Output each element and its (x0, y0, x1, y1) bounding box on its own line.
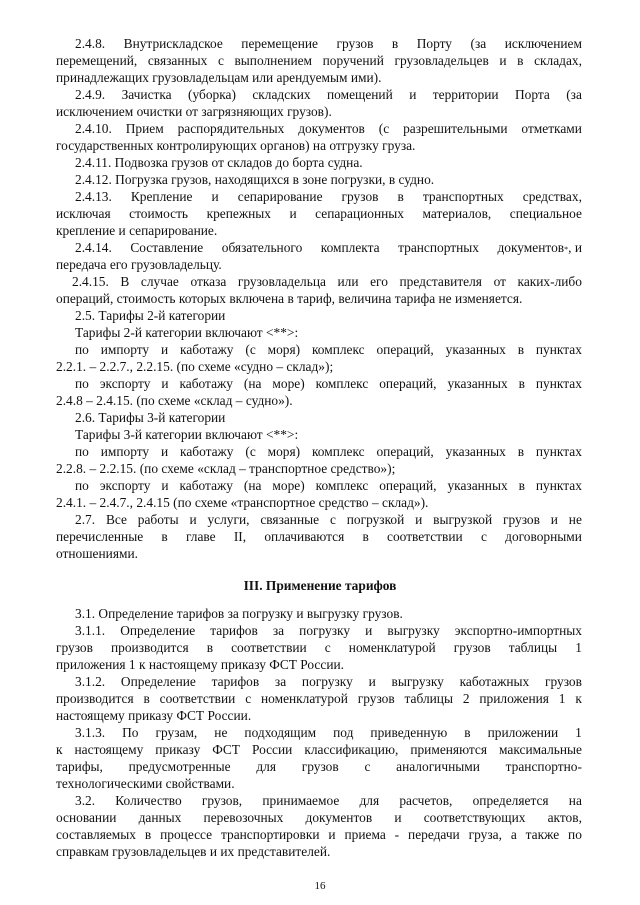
word: комплекс (311, 342, 365, 357)
text-line: 2.4.8 – 2.4.15. (по схеме «склад – судно»). (56, 393, 293, 408)
word: (за (566, 87, 582, 102)
word: погрузку (301, 674, 353, 689)
word: погрузку (299, 623, 351, 638)
text-line (75, 36, 582, 53)
word: и (368, 674, 376, 689)
word: настоящему (74, 742, 144, 757)
word: Определение (120, 623, 196, 638)
word: разрешительными (403, 121, 508, 136)
word: документов (305, 810, 373, 825)
word: транспортных (422, 189, 504, 204)
word: 2.4.13. (75, 189, 112, 204)
word: для (359, 793, 380, 808)
word: распорядительных (177, 121, 285, 136)
word: главе (185, 529, 216, 544)
word: таблицы (508, 640, 558, 655)
word: в (518, 478, 525, 493)
text-line (75, 725, 582, 742)
word: по (75, 376, 89, 391)
word: представителя (399, 274, 482, 289)
word: 2.4.10. (75, 121, 112, 136)
word: и (160, 342, 169, 357)
word: пунктах (535, 342, 582, 357)
word: аналогичными (396, 759, 480, 774)
text-line: приложения 1 к настоящему приказу ФСТ России. (56, 657, 344, 672)
word: операций, (376, 342, 434, 357)
text-line: 2.2.1. – 2.2.7., 2.2.15. (по схеме «судно – склад»); (56, 359, 334, 374)
word: (с (245, 342, 256, 357)
word: операций, (379, 478, 437, 493)
word: В (120, 274, 130, 289)
word: операций, (376, 444, 434, 459)
word: в (518, 376, 525, 391)
word: определяется (472, 793, 549, 808)
word: Прием (125, 121, 164, 136)
word: с (217, 53, 224, 68)
word: за (272, 623, 285, 638)
word: тарифов (211, 674, 260, 689)
text-line (75, 376, 582, 393)
word: приведенную (370, 725, 448, 740)
text-line (56, 759, 582, 776)
text-line: настоящему приказу ФСТ России. (56, 708, 252, 723)
word: не (214, 725, 228, 740)
word: пунктах (535, 376, 582, 391)
word: импорту (100, 342, 150, 357)
word: в (517, 53, 524, 68)
word: а (510, 827, 517, 842)
word: указанных (445, 444, 506, 459)
word: его (370, 274, 388, 289)
word: к (575, 691, 582, 706)
text-line: 3.1. Определение тарифов за погрузку и выгрузку грузов. (75, 606, 403, 621)
word: комплекс (315, 478, 369, 493)
word: перемещение (241, 36, 318, 51)
text-line (75, 512, 582, 529)
word: связанные (260, 512, 320, 527)
text-line: 2.4.11. Подвозка грузов от складов до борта судна. (75, 155, 363, 170)
word: в (517, 444, 525, 459)
text-line: 2.5. Тарифы 2-й категории (75, 308, 226, 323)
word: исключая (56, 206, 111, 221)
word: грузов (503, 512, 540, 527)
word: таблицы (404, 691, 453, 706)
word: связанных (147, 53, 208, 68)
text-line (75, 478, 582, 495)
word: перевозочных (203, 810, 284, 825)
word: 2.4.15. (72, 274, 109, 289)
word: (за (470, 36, 487, 51)
word: каботажу (179, 478, 233, 493)
word: грузов (453, 640, 491, 655)
word: Количество (115, 793, 182, 808)
word: и (409, 87, 417, 102)
word: работы (137, 512, 179, 527)
word: исключением (504, 36, 582, 51)
word: выгрузку (387, 623, 440, 638)
text-line: операций, стоимость которых включена в тариф, величина тарифа не изменяется. (56, 291, 523, 306)
word: грузовладельца (237, 274, 326, 289)
word: комплекс (311, 444, 365, 459)
word: (на (243, 376, 262, 391)
word: в (397, 189, 404, 204)
word: в (464, 725, 471, 740)
word: предусмотренные (128, 759, 231, 774)
word: грузов (301, 759, 339, 774)
word: Определение (120, 674, 196, 689)
word: складских (252, 87, 311, 102)
word: помещений (326, 87, 393, 102)
word: комплекта (320, 240, 380, 255)
word: моря) (267, 444, 301, 459)
word: тарифы, (56, 759, 103, 774)
word: (уборка) (188, 87, 236, 102)
word: в (161, 529, 168, 544)
word: по (75, 444, 89, 459)
word: (с (378, 121, 390, 136)
word: с (364, 759, 371, 774)
word: транспортных (398, 240, 479, 255)
text-line: технологическими свойствами. (56, 776, 235, 791)
word: 2.4.8. (75, 36, 106, 51)
word: 1 (558, 691, 566, 706)
word: приложении (487, 725, 559, 740)
word: и (550, 512, 558, 527)
word: сепарирование (237, 189, 323, 204)
word: Зачистка (121, 87, 172, 102)
word: сепарационных (315, 206, 404, 221)
word: под (333, 725, 354, 740)
word: транспортировки (220, 827, 320, 842)
text-line (75, 342, 582, 359)
section-heading: III. Применение тарифов (243, 578, 397, 593)
word: также (525, 827, 560, 842)
word: классификацию, (304, 742, 399, 757)
text-line: принадлежащих грузовладельцам или арендуемым ими). (56, 70, 382, 85)
text-line: крепление и сепарирование. (56, 223, 218, 238)
word: указанных (445, 342, 506, 357)
word: за (274, 674, 287, 689)
text-line (75, 623, 582, 640)
word: каботажу (180, 342, 234, 357)
word: Составление (130, 240, 204, 255)
page-number: 16 (314, 880, 326, 892)
word: каботажу (180, 444, 234, 459)
word: территории (432, 87, 499, 102)
word: и (328, 827, 336, 842)
word: Все (105, 512, 127, 527)
word: 2 (462, 691, 470, 706)
word: грузов (336, 36, 374, 51)
word: грузов (357, 691, 395, 706)
word: экспортно-импортных (454, 623, 582, 638)
word: номенклатурой (348, 640, 436, 655)
word: данных (138, 810, 182, 825)
word: Крепление (130, 189, 193, 204)
word: не (568, 512, 582, 527)
word: передачи (408, 827, 460, 842)
word: услуги, (207, 512, 250, 527)
word: соответствующих (423, 810, 526, 825)
word: производится (56, 691, 134, 706)
word: 3.1.2. (75, 674, 106, 689)
word: пунктах (535, 478, 582, 493)
word: поручений (322, 53, 384, 68)
word: выполнением (234, 53, 313, 68)
word: обязательного (221, 240, 303, 255)
word: с (329, 512, 336, 527)
word: приказу (155, 742, 201, 757)
word: указанных (447, 478, 508, 493)
word: указанных (447, 376, 508, 391)
word: документов (298, 121, 365, 136)
text-line (75, 189, 582, 206)
text-line: исключением очистки от загрязняющих грузов). (56, 104, 332, 119)
word: материалов, (422, 206, 492, 221)
word: Внутрискладское (123, 36, 223, 51)
word: грузам, (155, 725, 198, 740)
word: 3.2. (75, 793, 96, 808)
word: пунктах (535, 444, 582, 459)
word: 2.4.14. (75, 240, 112, 255)
word: грузов (341, 189, 379, 204)
text-line (56, 206, 582, 223)
word: по (75, 478, 89, 493)
word: грузов (56, 640, 93, 655)
word: средствах, (522, 189, 582, 204)
word: в (143, 691, 150, 706)
word: и (415, 512, 423, 527)
word: стоимость (129, 206, 189, 221)
word: соответствии (387, 529, 463, 544)
word: перечисленные (56, 529, 144, 544)
word: в (391, 36, 399, 51)
word: II, (233, 529, 247, 544)
text-line (72, 274, 582, 291)
word: 1 (575, 725, 582, 740)
word: (на (243, 478, 262, 493)
text-line: отношениями. (56, 546, 138, 561)
word: в (206, 640, 214, 655)
word: погрузкой (346, 512, 405, 527)
word: в (144, 827, 152, 842)
word: отметками (521, 121, 582, 136)
word: море) (272, 478, 305, 493)
text-line: 2.4.12. Погрузка грузов, находящихся в зоне погрузки, в судно. (75, 172, 435, 187)
text-line: Тарифы 2-й категории включают <**>: (75, 325, 299, 340)
word: и (394, 810, 402, 825)
word: складах, (534, 53, 582, 68)
word: по (568, 827, 582, 842)
text-line: 2.4.14. Составление обязательного комплекта транспортных документов * , и (75, 240, 582, 255)
word: 2.7. (75, 512, 96, 527)
word: грузовладельцев (394, 53, 489, 68)
word: применяются (410, 742, 488, 757)
word: или (337, 274, 359, 289)
word: и (161, 478, 169, 493)
word: с (324, 640, 331, 655)
word: с (245, 691, 252, 706)
word: на (568, 793, 582, 808)
text-line-tail: , и (568, 240, 582, 255)
word: 3.1.3. (75, 725, 106, 740)
word: оплачиваются (264, 529, 345, 544)
word: груза, (468, 827, 502, 842)
word: операций, (379, 376, 437, 391)
text-line (56, 810, 582, 827)
word: России (251, 742, 293, 757)
text-line (75, 444, 582, 461)
word: приема (344, 827, 386, 842)
text-line (75, 674, 582, 691)
word: и (189, 512, 197, 527)
word: Порту (416, 36, 453, 51)
text-line: 2.6. Тарифы 3-й категории (75, 410, 226, 425)
word: и (499, 53, 507, 68)
word: - (394, 827, 400, 842)
text-line (56, 742, 582, 759)
word: 3.1.1. (75, 623, 106, 638)
word: максимальные (499, 742, 582, 757)
word: принимаемое (262, 793, 340, 808)
word: основании (56, 810, 117, 825)
text-line: справкам грузовладельцев и их представителей. (56, 844, 331, 859)
word: номенклатурой (260, 691, 348, 706)
word: и (211, 189, 219, 204)
word: специальное (509, 206, 582, 221)
word: с (480, 529, 487, 544)
text-line (56, 640, 582, 657)
word: приложения (479, 691, 549, 706)
word: по (75, 342, 89, 357)
word: документов (497, 240, 565, 255)
text-line (56, 827, 582, 844)
word: подходящим (244, 725, 317, 740)
word: импорту (100, 444, 150, 459)
text-line (75, 121, 582, 138)
word: 2.4.9. (75, 87, 106, 102)
text-line (75, 793, 582, 810)
word: Порта (514, 87, 550, 102)
word: и (161, 376, 169, 391)
word: 1 (575, 640, 582, 655)
word: и (365, 623, 373, 638)
word: в (517, 342, 525, 357)
word: для (256, 759, 276, 774)
word: случае (140, 274, 179, 289)
word: в (362, 529, 369, 544)
word: выгрузку (391, 674, 444, 689)
text-line: государственных контролирующих органов) на отгрузку груза. (56, 138, 416, 153)
word: от (493, 274, 506, 289)
text-line (56, 529, 582, 546)
word: расчетов, (399, 793, 453, 808)
word: каких-либо (517, 274, 582, 289)
text-line: 2.4.1. – 2.4.7., 2.4.15 (по схеме «транспортное средство – склад»). (56, 495, 429, 510)
word: отказа (190, 274, 227, 289)
text-line: 2.2.8. – 2.2.15. (по схеме «склад – транспортное средство»); (56, 461, 396, 476)
word: выгрузкой (433, 512, 493, 527)
word: По (122, 725, 139, 740)
word: транспортно- (505, 759, 582, 774)
word: договорными (505, 529, 582, 544)
word: соответствии (231, 640, 307, 655)
text-line: передача его грузовладельцу. (56, 257, 222, 272)
word: производится (110, 640, 189, 655)
text-line-main (75, 240, 564, 257)
word: моря) (267, 342, 301, 357)
word: перемещений, (56, 53, 138, 68)
word: и (289, 206, 297, 221)
text-line (56, 691, 582, 708)
text-line (56, 53, 582, 70)
text-line: Тарифы 3-й категории включают <**>: (75, 427, 299, 442)
word: комплекс (315, 376, 369, 391)
word: процессе (160, 827, 213, 842)
word: каботажных (459, 674, 530, 689)
word: составляемых (56, 827, 136, 842)
word: грузов (545, 674, 582, 689)
word: каботажу (179, 376, 233, 391)
word: к (56, 742, 63, 757)
word: актов, (547, 810, 582, 825)
text-line (75, 87, 582, 104)
word: тарифов (210, 623, 258, 638)
word: ФСТ (212, 742, 240, 757)
word: и (160, 444, 169, 459)
word: соответствии (159, 691, 236, 706)
word: экспорту (99, 376, 151, 391)
word: крепежных (206, 206, 271, 221)
word: экспорту (99, 478, 151, 493)
word: море) (272, 376, 305, 391)
word: грузов, (201, 793, 243, 808)
word: (с (245, 444, 256, 459)
